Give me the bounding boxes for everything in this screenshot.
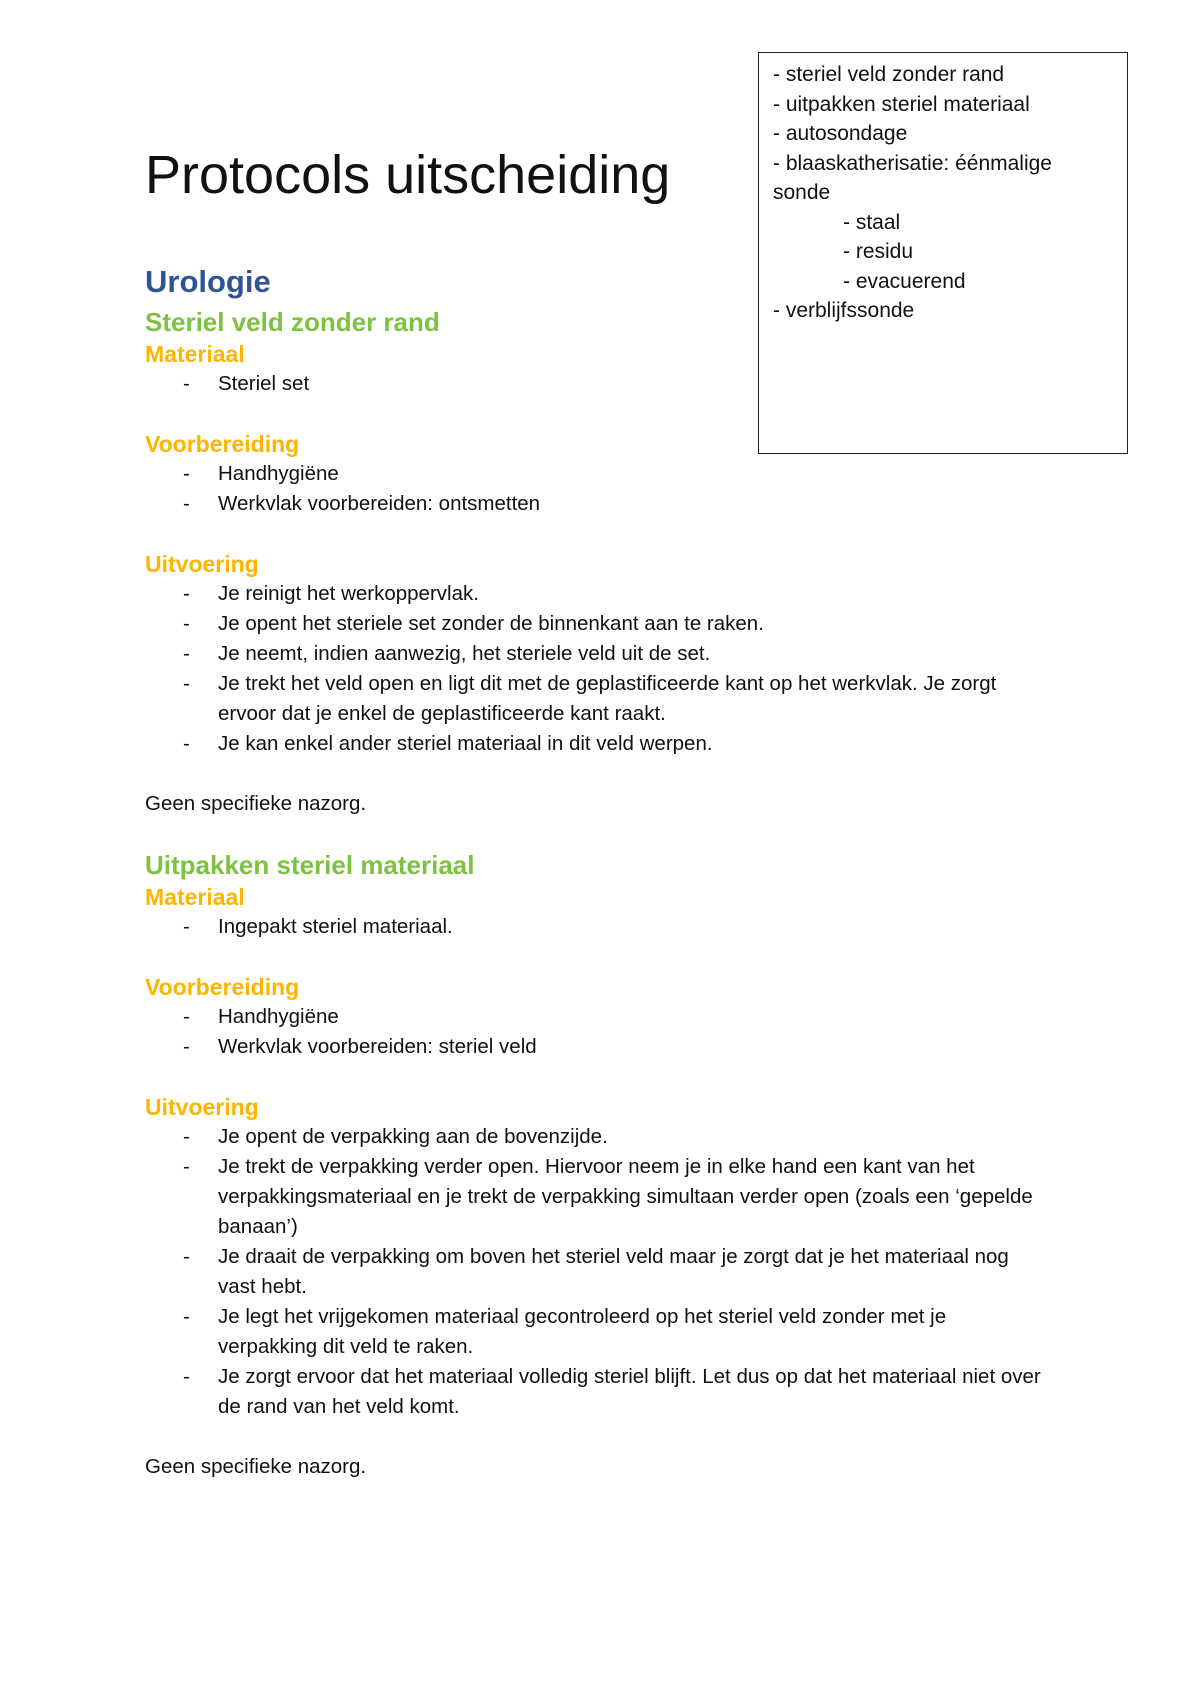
document-body — [145, 258, 1045, 1482]
summary-subitem: - evacuerend — [843, 269, 966, 293]
materiaal-list — [145, 912, 1045, 942]
list-item: - Werkvlak voorbereiden: steriel veld — [183, 1035, 537, 1058]
uitvoering-heading: Uitvoering — [145, 1094, 259, 1120]
list-item: - Je opent het steriele set zonder de binnenkant aan te raken. — [183, 612, 764, 635]
summary-item: - verblijfssonde — [773, 299, 915, 322]
materiaal-heading: Materiaal — [145, 884, 245, 910]
materiaal-heading: Materiaal — [145, 341, 245, 367]
materiaal-list — [145, 369, 1045, 399]
list-item: - Je trekt de verpakking verder open. Hiervoor neem je in elke hand een kant van het verpakkingsmateriaal en je trekt de verpakking simultaan verder open (zoals een ‘gepelde banaan’) — [183, 1155, 1033, 1238]
summary-item: - uitpakken steriel materiaal — [773, 92, 1030, 116]
voorbereiding-list — [145, 1002, 1045, 1062]
list-item: - Je opent de verpakking aan de bovenzijde. — [183, 1125, 608, 1148]
subsection-title: Steriel veld zonder rand — [145, 307, 440, 337]
list-item: - Steriel set — [183, 372, 310, 395]
voorbereiding-heading: Voorbereiding — [145, 431, 300, 457]
summary-item: sonde — [773, 181, 831, 204]
list-item: - Je kan enkel ander steriel materiaal in dit veld werpen. — [183, 732, 713, 755]
uitvoering-list — [145, 579, 1045, 759]
list-item: - Je legt het vrijgekomen materiaal gecontroleerd op het steriel veld zonder met je verpakking dit veld te raken. — [183, 1305, 947, 1358]
list-item: - Je neemt, indien aanwezig, het steriele veld uit de set. — [183, 642, 711, 665]
uitvoering-list — [145, 1122, 1045, 1422]
list-item: - Je trekt het veld open en ligt dit met de geplastificeerde kant op het werkvlak. Je zorgt ervoor dat je enkel de geplastificeerde kant raakt. — [183, 672, 997, 725]
list-item: - Werkvlak voorbereiden: ontsmetten — [183, 492, 541, 515]
voorbereiding-heading: Voorbereiding — [145, 974, 300, 1000]
list-item: - Je draait de verpakking om boven het steriel veld maar je zorgt dat je het materiaal nog vast hebt. — [183, 1245, 1009, 1298]
summary-subitem: - staal — [843, 210, 901, 234]
subsection-title: Uitpakken steriel materiaal — [145, 850, 475, 880]
nazorg-text: Geen specifieke nazorg. — [145, 1455, 367, 1478]
list-item: - Ingepakt steriel materiaal. — [183, 915, 453, 938]
page-title: Protocols uitscheiding — [145, 145, 671, 205]
list-item: - Handhygiëne — [183, 1005, 339, 1028]
list-item: - Handhygiëne — [183, 462, 339, 485]
summary-subitem: - residu — [843, 240, 914, 263]
list-item: - Je reinigt het werkoppervlak. — [183, 582, 479, 605]
voorbereiding-list — [145, 459, 1045, 519]
summary-item: - autosondage — [773, 122, 908, 145]
uitvoering-heading: Uitvoering — [145, 551, 259, 577]
summary-item: - steriel veld zonder rand — [773, 63, 1005, 86]
nazorg-text: Geen specifieke nazorg. — [145, 792, 367, 815]
summary-item: - blaaskatherisatie: éénmalige — [773, 151, 1052, 175]
section-heading: Urologie — [145, 264, 271, 299]
list-item: - Je zorgt ervoor dat het materiaal volledig steriel blijft. Let dus op dat het materiaal niet over de rand van het veld komt. — [183, 1365, 1041, 1418]
